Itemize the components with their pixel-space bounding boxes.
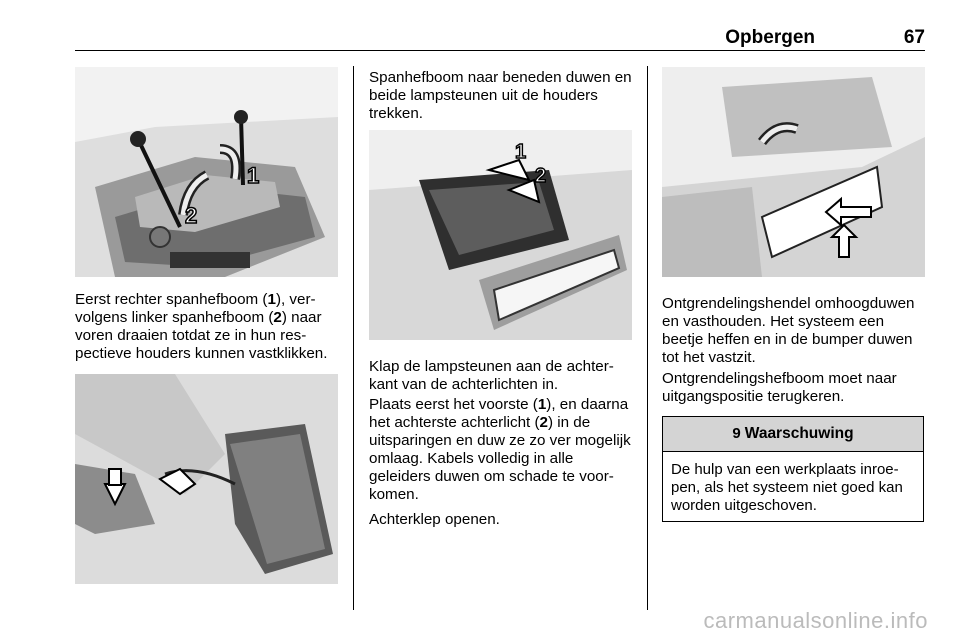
col3-paragraph-1: Ontgrendelingshendel omhoogduwen en vasthouden. Het systeem een beetje heffen en in de bumper duwen tot het vastzit. [662,295,915,366]
warning-icon: 9 [732,425,741,442]
callout-2: 2 [185,203,198,228]
column-divider-2 [647,66,648,610]
col1-paragraph-1: Eerst rechter spanhefboom (1), vervolgens linker spanhefboom (2) naar voren draaien totdat ze in hun respectieve houders kunnen vastklikken. [75,291,328,362]
figure-tailgate-bumper [662,67,925,277]
figure-lamp-holders [75,374,338,584]
section-title: Opbergen [725,27,815,48]
col3-paragraph-2: Ontgrendelingshefboom moet naar uitgangspositie terugkeren. [662,370,897,405]
warning-header [663,417,923,452]
warning-text: De hulp van een werkplaats inroepen, als het systeem niet goed kan worden uitgeschoven. [671,461,903,514]
page-header [75,24,925,50]
callout-1: 1 [247,163,260,188]
figure-tailgate-bumper-drawing [662,67,925,277]
col2-paragraph-4: Achterklep openen. [369,511,500,528]
warning-box [662,416,924,522]
page-number: 67 [903,27,925,48]
figure-lever-rotation [75,67,338,277]
col2-paragraph-2: Klap de lampsteunen aan de achterkant van de achterlichten in. [369,358,614,393]
figure-lever-rotation-drawing [75,67,338,277]
header-rule [75,50,925,51]
footer-watermark: carmanualsonline.info [703,608,928,633]
callout-2: 2 [535,165,547,187]
figure-lamp-holders-drawing [75,374,338,584]
warning-title: Waarschuwing [744,425,854,442]
col2-paragraph-3: Plaats eerst het voorste (1), en daarna het achterste achterlicht (2) in de uitsparingen en duw ze zo ver mogelijk omlaag. Kabels volledig in alle geleiders duwen om schade te voorkomen. [369,396,631,503]
figure-pull-holders [369,130,632,340]
col2-paragraph-1: Spanhefboom naar beneden duwen en beide lampsteunen uit de houders trekken. [369,69,632,122]
callout-1: 1 [515,141,527,163]
figure-pull-holders-drawing [369,130,632,340]
column-divider-1 [353,66,354,610]
